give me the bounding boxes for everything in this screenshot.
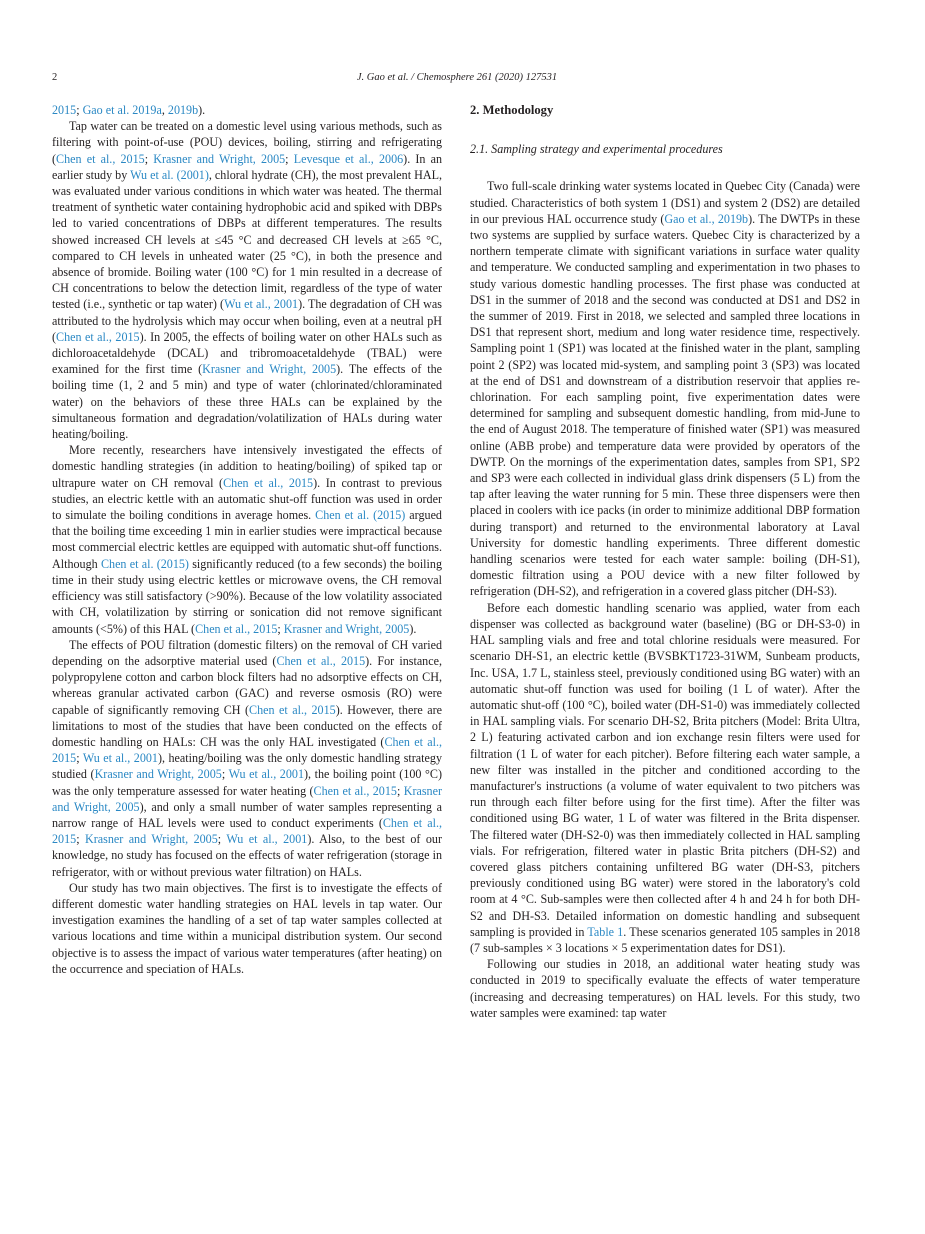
text-segment: ). In contrast to previous studies, an electric kettle with an automatic shut-off function was used in order to simulate the boiling conditions in average homes.: [52, 475, 442, 523]
citation-link[interactable]: Krasner and Wright, 2005: [84, 832, 218, 847]
text-segment: ;: [396, 783, 404, 798]
right-column: [470, 102, 860, 1021]
text-segment: ;: [277, 621, 284, 636]
text-segment: ), and only a small number of water samples representing a narrow range of HAL levels were used to conduct experiments (: [52, 799, 442, 830]
text-segment: ;: [76, 103, 83, 117]
paragraph-recent-research: [52, 442, 442, 636]
citation-link[interactable]: Wu et al., 2001: [228, 767, 304, 782]
journal-citation: J. Gao et al. / Chemosphere 261 (2020) 127531: [356, 72, 558, 83]
citation-link[interactable]: Wu et al. (2001): [130, 167, 209, 182]
citation-link[interactable]: 2015: [52, 103, 77, 117]
citation-link[interactable]: Wu et al., 2001: [82, 751, 158, 766]
text-segment: ). The degradation of CH was attributed to the hydrolysis which may occur when boiling, even at a neutral pH (: [52, 297, 442, 344]
citation-link[interactable]: Krasner and Wright, 2005: [94, 767, 222, 782]
citation-link[interactable]: Wu et al., 2001: [224, 297, 299, 312]
section-title: 2. Methodology: [470, 103, 554, 117]
subsection-title: 2.1. Sampling strategy and experimental procedures: [470, 142, 723, 157]
text-segment: ).: [198, 103, 206, 117]
citation-link[interactable]: Wu et al., 2001: [226, 832, 308, 847]
text-segment: ). The effects of the boiling time (1, 2 and 5 min) and type of water (chlorinated/chloraminated water) on the behaviors of these three HALs can be explained by the simultaneous formation and degradation/volatilization of HALs during water heating/boiling.: [52, 362, 442, 442]
citation-link[interactable]: Krasner and Wright, 2005: [202, 362, 337, 377]
text-segment: ;: [76, 832, 85, 847]
text-segment: . These scenarios generated 105 samples in 2018 (7 sub-samples × 3 locations × 5 experimentation dates for DS1).: [470, 924, 861, 955]
page-number: 2: [52, 72, 58, 83]
text-segment: ), heating/boiling was the only domestic handling strategy studied (: [52, 751, 443, 782]
citation-link[interactable]: Chen et al., 2015: [313, 783, 397, 798]
text-segment: ), the boiling point (100 °C) was the only temperature assessed for water heating (: [52, 767, 442, 798]
text-segment: significantly reduced (to a few seconds) the boiling time in their study using electric kettles or microwave ovens, the CH removal efficiency was still satisfactory (>90%). Because of the low volatility associated with CH, volatilization by stirring or sonication did not remove significant amounts (<5%) of this HAL (: [52, 556, 442, 636]
paragraph-systems-studied: [470, 178, 860, 599]
citation-link[interactable]: 2019b: [167, 103, 199, 117]
text-segment: More recently, researchers have intensively investigated the effects of domestic handling strategies (in addition to heating/boiling) of spiked tap or ultrapure water on CH removal (: [52, 443, 442, 490]
citation-link[interactable]: Krasner and Wright, 2005: [153, 151, 286, 166]
citation-link[interactable]: Levesque et al., 2006: [293, 151, 404, 166]
text-segment: ). In 2005, the effects of boiling water on other HALs such as dichloroacetaldehyde (DCAL) and tribromoacetaldehyde (TBAL) were examined for the first time (: [52, 329, 442, 377]
text-segment: ,: [161, 103, 168, 117]
text-segment: ;: [221, 767, 229, 782]
left-column: [52, 102, 442, 977]
paragraph-pou-filtration: [52, 637, 442, 880]
text-segment: ). Also, to the best of our knowledge, no study has focused on the effects of water refrigeration (storage in refrigerator, with or without previous water filtration) on HALs.: [52, 832, 442, 879]
citation-link[interactable]: Chen et al., 2015: [195, 621, 278, 636]
citation-link[interactable]: Gao et al. 2019a: [82, 103, 162, 117]
text-segment: ).: [409, 621, 417, 636]
text-segment: ). For instance, polypropylene cotton and carbon block filters had no adsorptive effects on CH, whereas granular activated carbon (GAC) and reverse osmosis (RO) were capable of significantly removing CH (: [52, 653, 442, 717]
text-segment: ;: [285, 151, 294, 166]
paragraph-handling-scenarios: [470, 600, 860, 956]
citation-link[interactable]: Chen et al. (2015): [315, 508, 406, 523]
citation-link[interactable]: Chen et al., 2015: [249, 702, 336, 717]
citation-link[interactable]: Chen et al., 2015: [276, 653, 366, 668]
citation-link[interactable]: Chen et al., 2015: [52, 815, 442, 847]
text-segment: ). The DWTPs in these two systems are supplied by surface waters. Quebec City is characterized by a northern temperate climate with significant variations in surface water quality and temperature. We conducted sampling and experimentation in two phases to study various domestic handling processes. The first phase was conducted at DS1 in the summer of 2018 and the second was conducted at DS1 and DS2 in the summer of 2019. First in 2018, we selected and sampled three locations in DS1 that represent short, medium and long water residence time, respectively. Sampling point 1 (SP1) was located at the finished water in the plant, sampling point 2 (SP2) was located mid-system, and sampling point 3 (SP3) was located at the end of DS1 and downstream of a distribution reservoir that applies re-chlorination. For each sampling point, five experimentation dates were determined for sampling and subsequent domestic handling, from mid-June to the end of August 2018. The temperature of finished water (SP1) was measured online (ABB probe) and temperature data were provided by operators of the DWTP. On the mornings of the experimentation dates, samples from SP1, SP2 and SP3 were each collected in individual glass drink dispensers (5 L) from the tap after leaving the water running for 5 min. These three dispensers were then placed in coolers with ice packs (in order to minimize additional DBP formation during transport) and returned to the environmental laboratory at Laval University for domestic handling experiments. Three different domestic handling scenarios were tested for each water sample: boiling (DH-S1), domestic filtration using a POU device with a new filter followed by refrigeration (DH-S2), and refrigeration in a covered glass pitcher (DH-S3).: [470, 211, 860, 599]
paragraph-tap-water-treatment: [52, 118, 442, 442]
paragraph-objectives: [52, 880, 442, 977]
table-link[interactable]: Table 1: [587, 924, 624, 939]
text-segment: The effects of POU filtration (domestic filters) on the removal of CH varied depending on the adsorptive material used (: [52, 637, 442, 668]
text-segment: , chloral hydrate (CH), the most prevalent HAL, was evaluated under various conditions in which water was heated. The thermal treatment of synthetic water containing hydrophobic acid and spiked with DBPs led to varied concentrations of DBPs at different temperatures. The results showed increased CH levels at ≤45 °C and decreased CH levels at ≥65 °C, compared to CH levels in unheated water (25 °C), in both the presence and absence of bromide. Boiling water (100 °C) for 1 min resulted in a decrease of CH concentrations to below the detection limit, regardless of the type of water tested (i.e., synthetic or tap water) (: [52, 167, 442, 312]
text-segment: ;: [76, 751, 83, 766]
running-header: [52, 72, 862, 88]
text-segment: Two full-scale drinking water systems located in Quebec City (Canada) were studied. Characteristics of both system 1 (DS1) and system 2 (DS2) are detailed in our previous HAL occurrence study (: [470, 179, 860, 226]
text-segment: ). In an earlier study by: [52, 151, 443, 182]
citation-link[interactable]: Chen et al., 2015: [56, 151, 145, 166]
citation-link[interactable]: Krasner and Wright, 2005: [52, 783, 442, 814]
citation-link[interactable]: Gao et al., 2019b: [664, 211, 749, 226]
text-segment: Our study has two main objectives. The first is to investigate the effects of different domestic water handling strategies on HAL levels in tap water. Our investigation examines the handling of a set of tap water samples collected at various locations and time within a municipal distribution system. Our second objective is to assess the impact of various water temperatures (after heating) on the occurrence and speciation of HALs.: [52, 880, 442, 976]
text-segment: ;: [144, 151, 154, 166]
text-segment: Following our studies in 2018, an additional water heating study was conducted in 2019 to specifically evaluate the effects of water temperature (increasing and decreasing temperatures) on HAL levels. For this study, two water samples were examined: tap water: [470, 957, 860, 1020]
citation-link[interactable]: Krasner and Wright, 2005: [283, 621, 410, 636]
paragraph-heating-study: [470, 956, 860, 1021]
citation-link[interactable]: Chen et al., 2015: [56, 329, 140, 344]
citation-link[interactable]: Chen et al. (2015): [100, 556, 189, 571]
text-segment: argued that the boiling time exceeding 1 min in earlier studies were impractical because most commercial electric kettles are equipped with automatic shut-off functions. Although: [52, 508, 442, 571]
paragraph-continuation: [52, 102, 442, 118]
text-segment: ). However, there are limitations to most of the studies that have been conducted on the effects of domestic handling on HALs: CH was the only HAL investigated (: [52, 702, 442, 749]
text-segment: Tap water can be treated on a domestic level using various methods, such as filtering with point-of-use (POU) devices, boiling, stirring and refrigerating (: [52, 119, 442, 166]
text-segment: ;: [217, 832, 227, 847]
citation-link[interactable]: Chen et al., 2015: [223, 475, 314, 490]
text-segment: Before each domestic handling scenario was applied, water from each dispenser was collected as background water (baseline) (BG or DH-S3-0) in HAL sampling vials and free and total chlorine residuals were measured. For scenario DH-S1, an electric kettle (BVSBKT1723-31WM, Sunbeam products, Inc. USA, 1.7 L, stainless steel, previously conditioned using BG water) with an automatic shut-off function was used for boiling (1 L of water). After the automatic shut-off (100 °C), boiled water (DH-S1-0) was immediately collected in HAL sampling vials. For scenario DH-S2, Brita pitchers (Model: Brita Ultra, 2 L) featuring activated carbon and ion exchange resin filters were used for filtration (1 L of water for each pitcher). Before filtering each water sample, a new filter was installed in the pitcher and conditioned according to the manufacturer's instructions (a volume of water equivalent to two pitchers was run through each filter before using for the first time). After the filter was conditioned using BG water, 1 L of water was filtered in the Brita dispenser. The filtered water (DH-S2-0) was then immediately collected in HAL sampling vials. For refrigeration, filtered water in plastic Brita pitchers (DH-S2) and covered glass pitchers containing unfiltered BG water (DH-S3, pitchers previously conditioned using BG water) were stored in the laboratory's cold room at 4 °C. Sub-samples were then collected after 4 h and 24 h for both DH-S2 and DH-S3. Detailed information on domestic handling and subsequent sampling is provided in: [470, 600, 860, 939]
citation-link[interactable]: Chen et al., 2015: [52, 734, 443, 766]
